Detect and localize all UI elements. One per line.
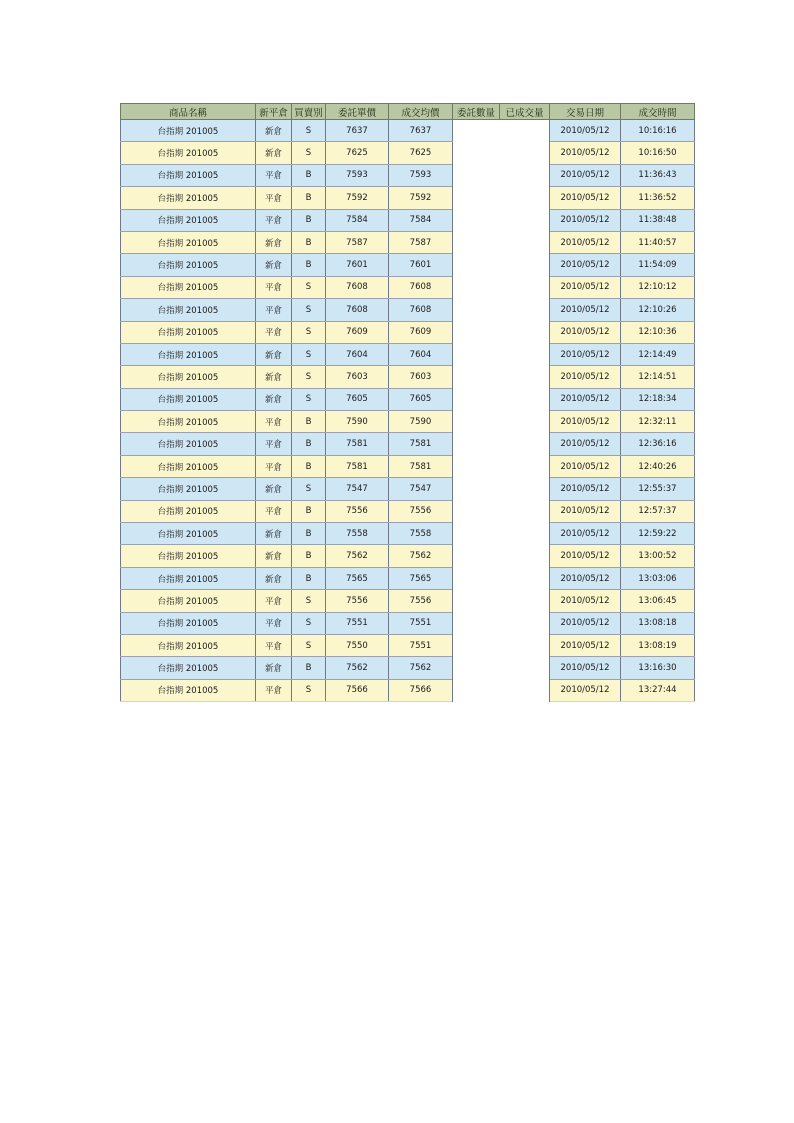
cell-buy-sell: B	[292, 567, 326, 589]
cell-open-close: 新倉	[256, 523, 292, 545]
cell-buy-sell: B	[292, 209, 326, 231]
header-filled-qty: 已成交量	[500, 104, 550, 120]
cell-open-close: 新倉	[256, 657, 292, 679]
cell-product-name: 台指期 201005	[121, 388, 256, 410]
cell-product-name: 台指期 201005	[121, 343, 256, 365]
cell-product-name: 台指期 201005	[121, 500, 256, 522]
cell-product-name: 台指期 201005	[121, 299, 256, 321]
cell-order-price: 7566	[326, 679, 389, 701]
cell-trade-time: 10:16:16	[621, 120, 695, 142]
cell-avg-fill-price: 7608	[389, 299, 453, 321]
cell-trade-date: 2010/05/12	[550, 679, 621, 701]
cell-open-close: 平倉	[256, 612, 292, 634]
cell-trade-time: 12:14:49	[621, 343, 695, 365]
cell-trade-date: 2010/05/12	[550, 500, 621, 522]
cell-avg-fill-price: 7551	[389, 634, 453, 656]
cell-order-price: 7556	[326, 500, 389, 522]
cell-order-price: 7565	[326, 567, 389, 589]
table-row	[121, 478, 695, 500]
cell-avg-fill-price: 7547	[389, 478, 453, 500]
cell-buy-sell: S	[292, 612, 326, 634]
cell-trade-date: 2010/05/12	[550, 657, 621, 679]
cell-avg-fill-price: 7587	[389, 231, 453, 253]
cell-trade-time: 12:57:37	[621, 500, 695, 522]
cell-open-close: 新倉	[256, 388, 292, 410]
cell-buy-sell: S	[292, 142, 326, 164]
cell-avg-fill-price: 7562	[389, 545, 453, 567]
cell-avg-fill-price: 7609	[389, 321, 453, 343]
table-row	[121, 634, 695, 656]
cell-trade-time: 12:40:26	[621, 455, 695, 477]
cell-trade-date: 2010/05/12	[550, 411, 621, 433]
cell-trade-date: 2010/05/12	[550, 455, 621, 477]
cell-buy-sell: B	[292, 545, 326, 567]
table-header-row	[121, 104, 695, 120]
cell-avg-fill-price: 7556	[389, 590, 453, 612]
cell-open-close: 新倉	[256, 366, 292, 388]
cell-order-price: 7608	[326, 299, 389, 321]
cell-trade-time: 12:59:22	[621, 523, 695, 545]
cell-open-close: 平倉	[256, 634, 292, 656]
cell-open-close: 平倉	[256, 187, 292, 209]
cell-buy-sell: S	[292, 366, 326, 388]
cell-buy-sell: S	[292, 321, 326, 343]
cell-open-close: 新倉	[256, 567, 292, 589]
cell-product-name: 台指期 201005	[121, 164, 256, 186]
cell-product-name: 台指期 201005	[121, 209, 256, 231]
cell-order-price: 7625	[326, 142, 389, 164]
table-row	[121, 343, 695, 365]
cell-product-name: 台指期 201005	[121, 187, 256, 209]
cell-buy-sell: S	[292, 679, 326, 701]
cell-trade-time: 12:18:34	[621, 388, 695, 410]
cell-product-name: 台指期 201005	[121, 433, 256, 455]
header-trade-date: 交易日期	[550, 104, 621, 120]
cell-avg-fill-price: 7581	[389, 455, 453, 477]
cell-order-price: 7605	[326, 388, 389, 410]
cell-open-close: 平倉	[256, 164, 292, 186]
cell-open-close: 新倉	[256, 343, 292, 365]
cell-trade-time: 12:10:36	[621, 321, 695, 343]
table-row	[121, 411, 695, 433]
cell-trade-time: 11:36:43	[621, 164, 695, 186]
cell-open-close: 平倉	[256, 679, 292, 701]
cell-open-close: 平倉	[256, 411, 292, 433]
cell-trade-time: 11:36:52	[621, 187, 695, 209]
cell-open-close: 平倉	[256, 276, 292, 298]
cell-open-close: 平倉	[256, 299, 292, 321]
table-row	[121, 164, 695, 186]
cell-open-close: 平倉	[256, 209, 292, 231]
table-row	[121, 254, 695, 276]
cell-avg-fill-price: 7605	[389, 388, 453, 410]
cell-order-price: 7556	[326, 590, 389, 612]
cell-product-name: 台指期 201005	[121, 634, 256, 656]
cell-trade-date: 2010/05/12	[550, 545, 621, 567]
cell-product-name: 台指期 201005	[121, 276, 256, 298]
cell-avg-fill-price: 7558	[389, 523, 453, 545]
cell-trade-time: 13:03:06	[621, 567, 695, 589]
cell-trade-time: 12:32:11	[621, 411, 695, 433]
cell-product-name: 台指期 201005	[121, 612, 256, 634]
cell-product-name: 台指期 201005	[121, 679, 256, 701]
cell-trade-date: 2010/05/12	[550, 478, 621, 500]
cell-buy-sell: B	[292, 500, 326, 522]
header-open-close: 新平倉	[256, 104, 292, 120]
cell-open-close: 新倉	[256, 120, 292, 142]
cell-product-name: 台指期 201005	[121, 254, 256, 276]
table-row	[121, 299, 695, 321]
table-row	[121, 612, 695, 634]
cell-trade-date: 2010/05/12	[550, 276, 621, 298]
table-row	[121, 231, 695, 253]
cell-open-close: 平倉	[256, 321, 292, 343]
cell-open-close: 新倉	[256, 142, 292, 164]
cell-trade-date: 2010/05/12	[550, 321, 621, 343]
cell-avg-fill-price: 7593	[389, 164, 453, 186]
cell-trade-date: 2010/05/12	[550, 343, 621, 365]
cell-trade-date: 2010/05/12	[550, 523, 621, 545]
cell-avg-fill-price: 7603	[389, 366, 453, 388]
cell-open-close: 平倉	[256, 590, 292, 612]
cell-product-name: 台指期 201005	[121, 545, 256, 567]
header-order-qty: 委託數量	[453, 104, 500, 120]
cell-trade-time: 13:08:19	[621, 634, 695, 656]
table-body	[121, 120, 695, 702]
cell-order-price: 7590	[326, 411, 389, 433]
cell-trade-time: 11:38:48	[621, 209, 695, 231]
cell-order-price: 7547	[326, 478, 389, 500]
cell-order-price: 7637	[326, 120, 389, 142]
cell-trade-time: 12:10:26	[621, 299, 695, 321]
cell-avg-fill-price: 7637	[389, 120, 453, 142]
cell-order-price: 7581	[326, 455, 389, 477]
cell-buy-sell: B	[292, 411, 326, 433]
table-row	[121, 545, 695, 567]
cell-trade-date: 2010/05/12	[550, 164, 621, 186]
cell-order-price: 7562	[326, 657, 389, 679]
cell-order-price: 7609	[326, 321, 389, 343]
table-row	[121, 657, 695, 679]
cell-order-price: 7550	[326, 634, 389, 656]
cell-trade-date: 2010/05/12	[550, 388, 621, 410]
cell-trade-date: 2010/05/12	[550, 209, 621, 231]
table-row	[121, 120, 695, 142]
table-row	[121, 455, 695, 477]
table-row	[121, 209, 695, 231]
cell-open-close: 新倉	[256, 231, 292, 253]
cell-trade-date: 2010/05/12	[550, 590, 621, 612]
cell-product-name: 台指期 201005	[121, 590, 256, 612]
cell-buy-sell: B	[292, 187, 326, 209]
cell-buy-sell: B	[292, 455, 326, 477]
cell-product-name: 台指期 201005	[121, 231, 256, 253]
cell-avg-fill-price: 7590	[389, 411, 453, 433]
cell-avg-fill-price: 7581	[389, 433, 453, 455]
cell-buy-sell: S	[292, 388, 326, 410]
header-buy-sell: 買賣別	[292, 104, 326, 120]
cell-trade-time: 11:54:09	[621, 254, 695, 276]
cell-product-name: 台指期 201005	[121, 657, 256, 679]
cell-product-name: 台指期 201005	[121, 321, 256, 343]
cell-avg-fill-price: 7562	[389, 657, 453, 679]
cell-trade-time: 13:06:45	[621, 590, 695, 612]
cell-avg-fill-price: 7556	[389, 500, 453, 522]
cell-order-price: 7584	[326, 209, 389, 231]
cell-trade-time: 11:40:57	[621, 231, 695, 253]
cell-product-name: 台指期 201005	[121, 142, 256, 164]
table-row	[121, 388, 695, 410]
trade-record-table	[120, 103, 695, 702]
cell-trade-date: 2010/05/12	[550, 299, 621, 321]
cell-trade-time: 10:16:50	[621, 142, 695, 164]
header-order-price: 委託單價	[326, 104, 389, 120]
cell-avg-fill-price: 7625	[389, 142, 453, 164]
cell-avg-fill-price: 7584	[389, 209, 453, 231]
cell-avg-fill-price: 7566	[389, 679, 453, 701]
cell-buy-sell: B	[292, 231, 326, 253]
cell-trade-date: 2010/05/12	[550, 634, 621, 656]
cell-order-price: 7581	[326, 433, 389, 455]
cell-order-price: 7587	[326, 231, 389, 253]
header-product-name: 商品名稱	[121, 104, 256, 120]
cell-product-name: 台指期 201005	[121, 411, 256, 433]
cell-open-close: 平倉	[256, 433, 292, 455]
cell-buy-sell: S	[292, 276, 326, 298]
cell-trade-time: 12:10:12	[621, 276, 695, 298]
cell-trade-time: 12:55:37	[621, 478, 695, 500]
cell-buy-sell: S	[292, 590, 326, 612]
table-row	[121, 567, 695, 589]
cell-order-price: 7601	[326, 254, 389, 276]
cell-trade-time: 12:14:51	[621, 366, 695, 388]
cell-open-close: 平倉	[256, 500, 292, 522]
cell-trade-date: 2010/05/12	[550, 231, 621, 253]
cell-order-price: 7593	[326, 164, 389, 186]
cell-trade-date: 2010/05/12	[550, 142, 621, 164]
cell-trade-time: 13:08:18	[621, 612, 695, 634]
cell-order-price: 7604	[326, 343, 389, 365]
header-trade-time: 成交時間	[621, 104, 695, 120]
cell-product-name: 台指期 201005	[121, 366, 256, 388]
cell-product-name: 台指期 201005	[121, 567, 256, 589]
cell-buy-sell: S	[292, 634, 326, 656]
cell-buy-sell: B	[292, 657, 326, 679]
table-row	[121, 276, 695, 298]
cell-order-price: 7551	[326, 612, 389, 634]
cell-product-name: 台指期 201005	[121, 455, 256, 477]
cell-avg-fill-price: 7601	[389, 254, 453, 276]
cell-avg-fill-price: 7551	[389, 612, 453, 634]
trade-record-sheet	[120, 103, 694, 702]
cell-order-price: 7562	[326, 545, 389, 567]
cell-buy-sell: S	[292, 343, 326, 365]
cell-open-close: 新倉	[256, 254, 292, 276]
cell-trade-date: 2010/05/12	[550, 254, 621, 276]
cell-order-price: 7592	[326, 187, 389, 209]
table-row	[121, 321, 695, 343]
table-row	[121, 187, 695, 209]
cell-trade-date: 2010/05/12	[550, 120, 621, 142]
cell-buy-sell: B	[292, 433, 326, 455]
cell-avg-fill-price: 7604	[389, 343, 453, 365]
table-row	[121, 366, 695, 388]
cell-trade-time: 13:27:44	[621, 679, 695, 701]
cell-product-name: 台指期 201005	[121, 120, 256, 142]
cell-buy-sell: B	[292, 254, 326, 276]
table-row	[121, 500, 695, 522]
cell-open-close: 新倉	[256, 478, 292, 500]
cell-trade-date: 2010/05/12	[550, 612, 621, 634]
blank-qty-columns	[453, 120, 550, 702]
cell-trade-time: 13:16:30	[621, 657, 695, 679]
cell-avg-fill-price: 7608	[389, 276, 453, 298]
cell-avg-fill-price: 7592	[389, 187, 453, 209]
cell-buy-sell: B	[292, 164, 326, 186]
cell-trade-time: 13:00:52	[621, 545, 695, 567]
cell-avg-fill-price: 7565	[389, 567, 453, 589]
cell-order-price: 7603	[326, 366, 389, 388]
cell-order-price: 7608	[326, 276, 389, 298]
cell-buy-sell: S	[292, 120, 326, 142]
table-row	[121, 523, 695, 545]
table-row	[121, 433, 695, 455]
cell-product-name: 台指期 201005	[121, 478, 256, 500]
table-row	[121, 142, 695, 164]
cell-open-close: 新倉	[256, 545, 292, 567]
cell-trade-date: 2010/05/12	[550, 433, 621, 455]
cell-trade-date: 2010/05/12	[550, 567, 621, 589]
cell-buy-sell: S	[292, 299, 326, 321]
cell-open-close: 平倉	[256, 455, 292, 477]
cell-product-name: 台指期 201005	[121, 523, 256, 545]
header-avg-fill-price: 成交均價	[389, 104, 453, 120]
cell-buy-sell: B	[292, 523, 326, 545]
table-row	[121, 590, 695, 612]
cell-trade-date: 2010/05/12	[550, 187, 621, 209]
cell-trade-time: 12:36:16	[621, 433, 695, 455]
cell-order-price: 7558	[326, 523, 389, 545]
cell-buy-sell: S	[292, 478, 326, 500]
cell-trade-date: 2010/05/12	[550, 366, 621, 388]
table-row	[121, 679, 695, 701]
